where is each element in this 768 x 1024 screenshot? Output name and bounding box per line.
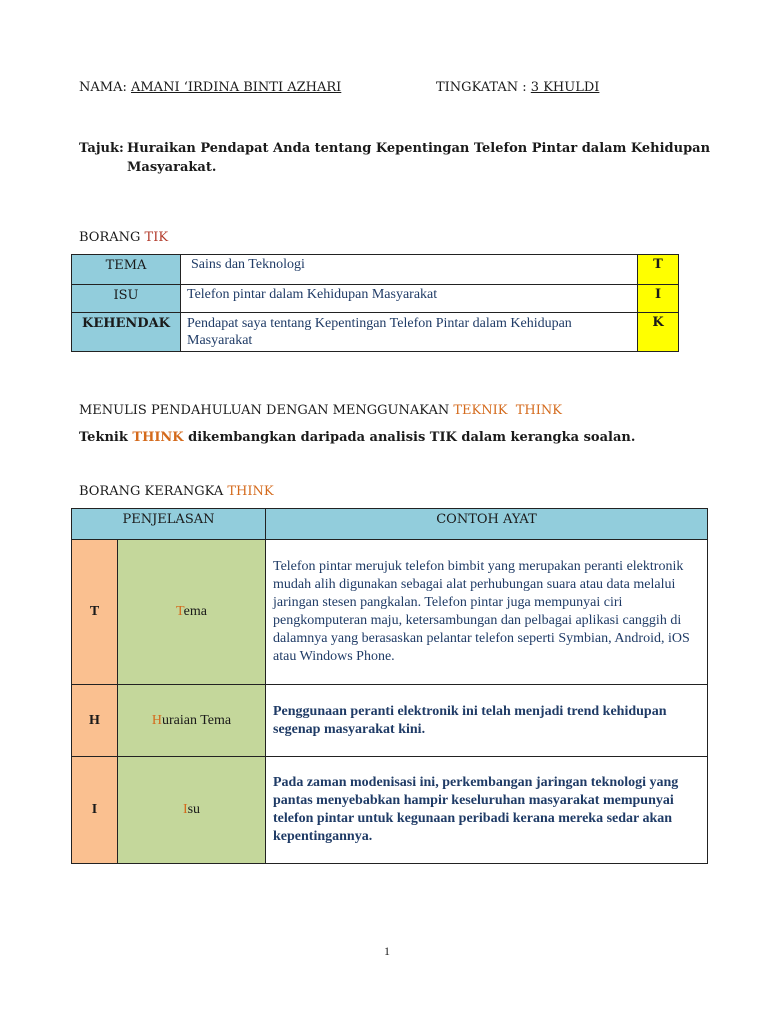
- borang-tik-prefix: BORANG: [79, 230, 145, 245]
- element-initial: I: [182, 802, 188, 817]
- student-name-line: [79, 80, 341, 95]
- think-example-tema: Telefon pintar merujuk telefon bimbit yang merupakan peranti elektronik mudah alih digunakan sebagai alat perhubungan suara atau data melalui jaringan stesen pangkalan. Telefon pintar juga mempunyai ciri pengkomputeran maju, ketersambungan dan pelbagai aplikasi canggih di dalamnya yang berasaskan pelantar telefon seperti Symbian, Android, iOS atau Windows Phone.: [266, 540, 708, 685]
- tajuk-label: Tajuk:: [79, 141, 124, 156]
- borang-think-prefix: BORANG KERANGKA: [79, 484, 228, 499]
- intro-suffix: dikembangkan daripada analisis TIK dalam kerangka soalan.: [183, 430, 636, 445]
- think-letter-i: I: [72, 757, 118, 864]
- tik-row-kehendak: [72, 313, 679, 352]
- borang-think-highlight: THINK: [227, 484, 274, 499]
- tik-letter-t: T: [638, 255, 679, 285]
- element-rest: su: [187, 802, 201, 817]
- element-initial: H: [151, 712, 162, 728]
- pendahuluan-heading-prefix: MENULIS PENDAHULUAN DENGAN MENGGUNAKAN: [79, 403, 454, 418]
- student-name: AMANI ‘IRDINA BINTI AZHARI: [130, 80, 342, 95]
- pendahuluan-heading: [79, 403, 562, 418]
- tik-row-tema: [72, 255, 679, 285]
- borang-think-heading: [79, 484, 274, 499]
- tajuk-line-2: Masyarakat.: [127, 160, 217, 175]
- tik-label-kehendak: KEHENDAK: [72, 313, 181, 352]
- tik-label-isu: ISU: [72, 285, 181, 313]
- element-rest: ema: [183, 604, 207, 619]
- think-table: [71, 508, 708, 864]
- pendahuluan-intro: [79, 430, 635, 445]
- tik-letter-k: K: [638, 313, 679, 352]
- tik-value-isu: Telefon pintar dalam Kehidupan Masyarakat: [181, 285, 638, 313]
- intro-highlight: THINK: [132, 430, 184, 445]
- tik-value-tema: Sains dan Teknologi: [181, 255, 638, 285]
- col-contoh-ayat: CONTOH AYAT: [266, 509, 708, 540]
- think-example-isu: Pada zaman modenisasi ini, perkembangan jaringan teknologi yang pantas menyebabkan hampir keseluruhan masyarakat mempunyai telefon pintar untuk kegunaan peribadi kerana mereka sedar akan kepentingannya.: [266, 757, 708, 864]
- element-initial: T: [176, 604, 184, 619]
- nama-label: NAMA:: [79, 80, 131, 95]
- think-row-i: [72, 757, 708, 864]
- think-example-huraian-tema: Penggunaan peranti elektronik ini telah menjadi trend kehidupan segenap masyarakat kini.: [266, 685, 708, 757]
- tingkatan-value: 3 KHULDI: [530, 80, 600, 95]
- tingkatan-line: [436, 80, 599, 95]
- intro-prefix: Teknik: [79, 430, 133, 445]
- think-row-h: [72, 685, 708, 757]
- think-element-isu: [118, 757, 266, 864]
- tik-label-tema: TEMA: [72, 255, 181, 285]
- page-number: 1: [384, 944, 390, 958]
- tajuk-line-1: Huraikan Pendapat Anda tentang Kepentingan Telefon Pintar dalam Kehidupan: [127, 141, 711, 156]
- think-element-tema: [118, 540, 266, 685]
- think-header-row: [72, 509, 708, 540]
- tik-row-isu: [72, 285, 679, 313]
- borang-tik-heading: [79, 230, 168, 245]
- tik-table: [71, 254, 679, 352]
- think-letter-t: T: [72, 540, 118, 685]
- tik-letter-i: I: [638, 285, 679, 313]
- tingkatan-label: TINGKATAN :: [436, 80, 531, 95]
- element-rest: uraian Tema: [162, 712, 232, 728]
- pendahuluan-heading-highlight: TEKNIK THINK: [453, 403, 562, 418]
- tik-value-kehendak: Pendapat saya tentang Kepentingan Telefon Pintar dalam Kehidupan Masyarakat: [181, 313, 638, 352]
- col-penjelasan: PENJELASAN: [72, 509, 266, 540]
- think-letter-h: H: [72, 685, 118, 757]
- think-element-huraian-tema: [118, 685, 266, 757]
- think-row-t: [72, 540, 708, 685]
- borang-tik-highlight: TIK: [144, 230, 169, 245]
